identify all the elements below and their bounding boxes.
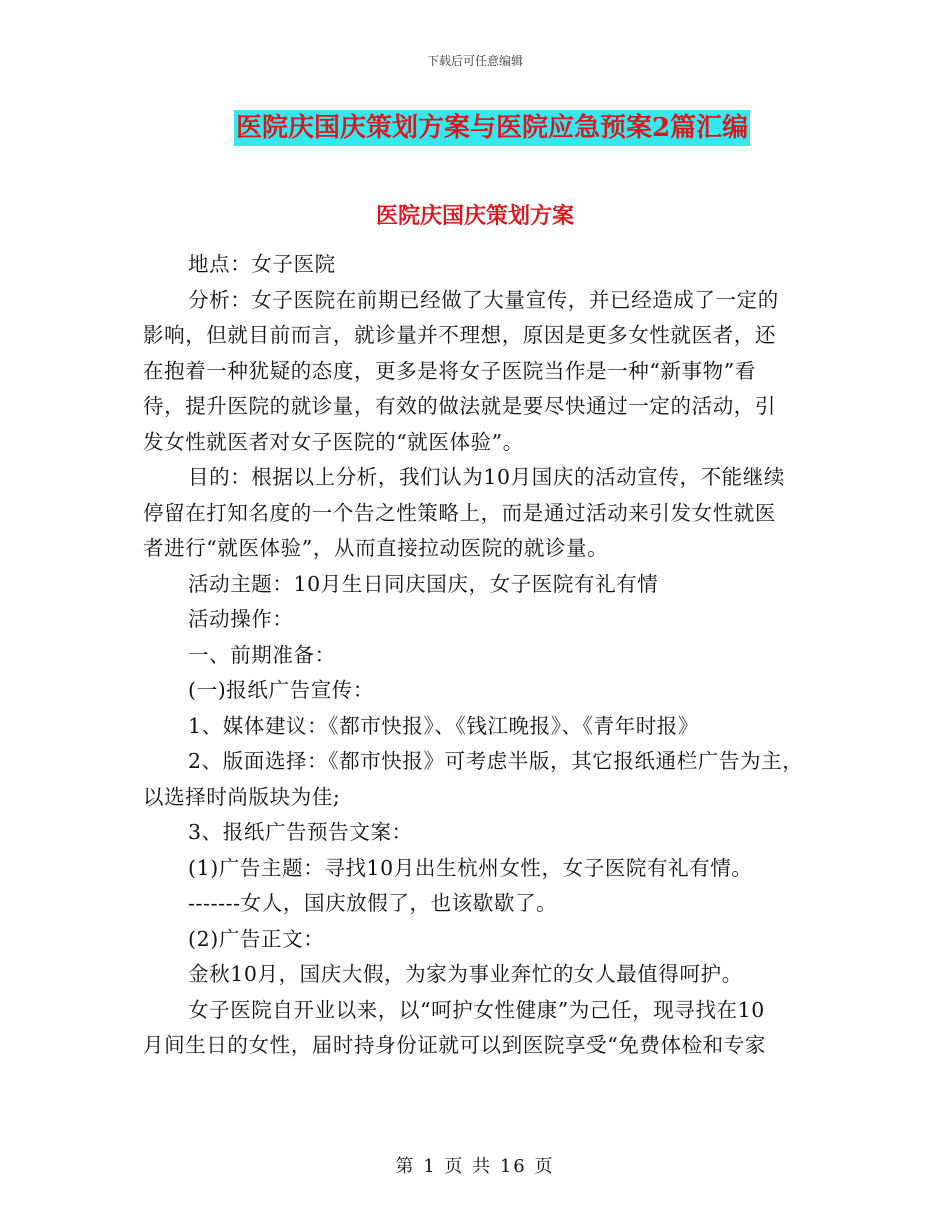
paragraph-line: 者进行“就医体验”，从而直接拉动医院的就诊量。 — [143, 536, 609, 560]
section-title: 医院庆国庆策划方案 — [375, 203, 574, 229]
page-number: 第 1 页 共 16 页 — [395, 1156, 555, 1177]
paragraph-line: 目的：根据以上分析，我们认为10月国庆的活动宣传，不能继续 — [188, 465, 785, 489]
document-title: 医院庆国庆策划方案与医院应急预案2篇汇编 — [234, 110, 750, 146]
paragraph-line: (一)报纸广告宣传： — [188, 678, 374, 702]
paragraph-line: 月间生日的女性，届时持身份证就可以到医院享受“免费体检和专家 — [143, 1033, 766, 1057]
paragraph-line: 分析：女子医院在前期已经做了大量宣传，并已经造成了一定的 — [188, 287, 779, 312]
paragraph-line: 金秋10月，国庆大假，为家为事业奔忙的女人最值得呵护。 — [188, 962, 743, 986]
paragraph-line: 待，提升医院的就诊量，有效的做法就是要尽快通过一定的活动，引 — [143, 394, 776, 418]
paragraph-line: 2、版面选择：《都市快报》可考虑半版，其它报纸通栏广告为主， — [188, 749, 804, 773]
paragraph-line: 影响，但就目前而言，就诊量并不理想，原因是更多女性就医者，还 — [143, 323, 776, 347]
paragraph-line: 3、报纸广告预告文案： — [188, 820, 413, 844]
paragraph-line: 活动操作： — [188, 607, 294, 631]
paragraph-line: 发女性就医者对女子医院的“就医体验”。 — [143, 429, 524, 454]
paragraph-line: 1、媒体建议：《都市快报》、《钱江晚报》、《青年时报》 — [188, 713, 699, 738]
paragraph-line: (2)广告正文： — [188, 926, 325, 951]
paragraph-line: 以选择时尚版块为佳; — [143, 784, 341, 809]
paragraph-line: 一、前期准备： — [188, 642, 336, 667]
paragraph-line: 停留在打知名度的一个告之性策略上，而是通过活动来引发女性就医 — [143, 500, 776, 525]
paragraph-line: 地点：女子医院 — [188, 252, 336, 276]
paragraph-line: -------女人，国庆放假了，也该歇歇了。 — [188, 891, 558, 915]
paragraph-line: 在抱着一种犹疑的态度，更多是将女子医院当作是一种“新事物”看 — [143, 358, 756, 383]
paragraph-line: 女子医院自开业以来，以“呵护女性健康”为己任，现寻找在10 — [188, 997, 765, 1022]
header-note: 下载后可任意编辑 — [426, 54, 523, 68]
document-body — [143, 247, 833, 1064]
paragraph-line: 活动主题：10月生日同庆国庆，女子医院有礼有情 — [188, 571, 659, 596]
paragraph-line: (1)广告主题：寻找10月出生杭州女性，女子医院有礼有情。 — [188, 855, 753, 880]
